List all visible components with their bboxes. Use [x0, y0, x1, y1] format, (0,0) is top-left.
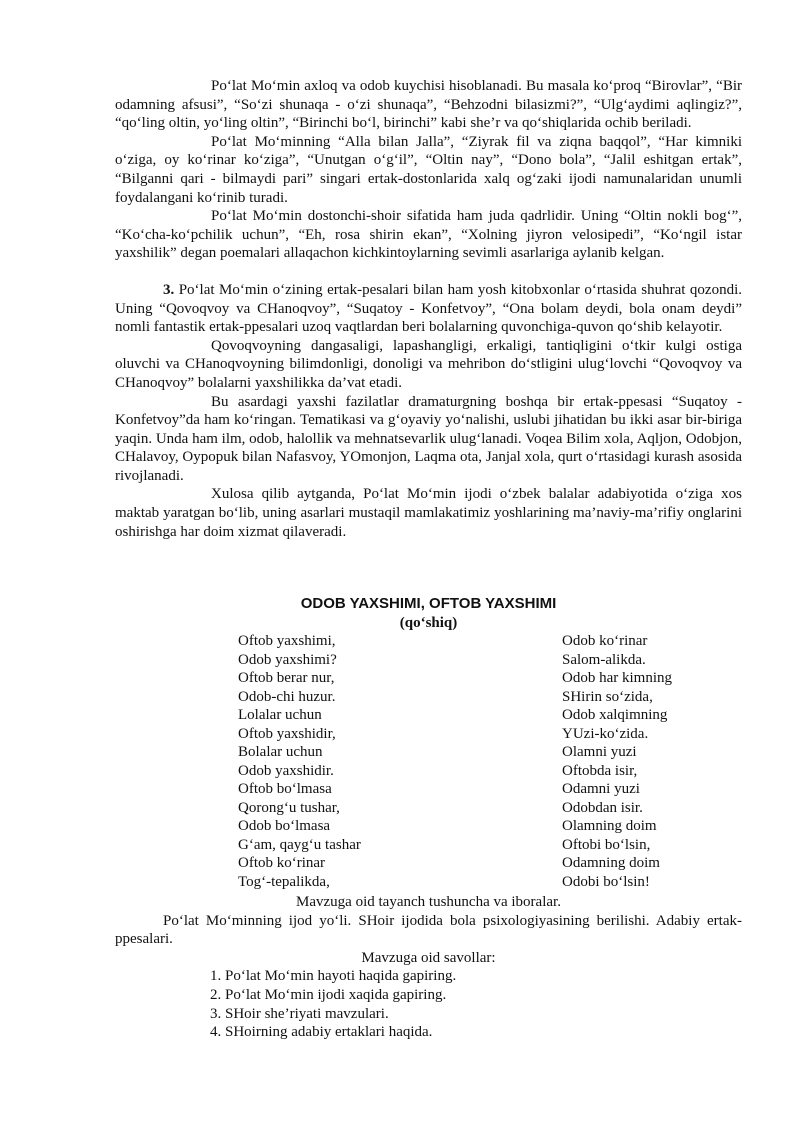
song-subtitle: (qo‘shiq) — [399, 614, 458, 631]
concepts-heading: Mavzuga oid tayanch tushuncha va iboralar. — [296, 894, 561, 910]
verse-line: Odob yaxshimi? — [238, 651, 337, 668]
verse-line: SHirin so‘zida, — [562, 688, 653, 705]
verse-line: Oftobi bo‘lsin, — [562, 836, 651, 853]
verse-line: Salom-alikda. — [562, 651, 646, 668]
section-3-paragraph-3: Bu asardagi yaxshi fazilatlar dramaturgning boshqa bir ertak-ppesasi “Suqatoy - Konfetvoy”da ham ko‘ringan. Tematikasi va g‘oyaviy yo‘nalishi, uslubi jihatidan bu ikki asar bir-biriga yaqin. Unda ham ilm, odob, halollik va mehnatsevarlik ulug‘lanadi. Voqea Bilim xola, Aqljon, Odobjon, CHalavoy, Oypopuk bilan Nafasvoy, YOmonjon, Laqma ota, Janjal xola, qurt o‘rtasidagi kurash asosida rivojlanadi. — [115, 393, 742, 484]
verse-line: Oftobda isir, — [562, 762, 638, 779]
section-3-text-1: Po‘lat Mo‘min o‘zining ertak-pesalari bilan ham yosh kitobxonlar o‘rtasida shuhrat qozondi. Uning “Qovoqvoy va CHanoqvoy”, “Suqatoy - Konfetvoy”, “Ona bolam deydi, bola onam deydi” nomli fantastik ertak-ppesalari uzoq vaqtlardan beri bolalarning quvonchiga-quvon qo‘shib kelayotir. — [115, 281, 742, 336]
body-text — [115, 77, 742, 541]
section-3-paragraph-2: Qovoqvoyning dangasaligi, lapashangligi, erkaligi, tantiqligini o‘tkir kulgi ostiga oluvchi va CHanoqvoyning bilimdonligi, donoligi va mehribon do‘stligini ulug‘lovchi “Qovoqvoy va CHanoqvoy” bolalarni yaxshilikka da’vat etadi. — [115, 337, 742, 391]
verse-line: Odamning doim — [562, 855, 660, 871]
song-left-column — [238, 632, 361, 891]
verse-line: G‘am, qayg‘u tashar — [238, 836, 361, 853]
verse-line: Lolalar uchun — [238, 707, 322, 723]
list-item: 1. Po‘lat Mo‘min hayoti haqida gapiring. — [210, 968, 457, 985]
intro-paragraph-1: Po‘lat Mo‘min axloq va odob kuychisi hisoblanadi. Bu masala ko‘proq “Birovlar”, “Bir odamning afsusi”, “So‘zi shunaqa - o‘zi shunaqa”, “Behzodni bilasizmi?”, “Ulg‘aydimi aqlingiz?”, “qo‘ling oltin, yo‘ling oltin”, “Birinchi bo‘l, birinchi” kabi she’r va qo‘shiqlarida ochib beriladi. — [115, 78, 742, 132]
list-item: 2. Po‘lat Mo‘min ijodi xaqida gapiring. — [210, 986, 447, 1003]
intro-paragraph-3: Po‘lat Mo‘min dostonchi-shoir sifatida ham juda qadrlidir. Uning “Oltin nokli bog‘”, “Ko‘cha-ko‘pchilik uchun”, “Eh, rosa shirin ekan”, “Xolning jiyron velosipedi”, “Ko‘ngil istar yaxshilik” degan poemalari allaqachon kichkintoylarning sevimli asarlariga aylanib kelgan. — [115, 208, 742, 262]
verse-line: Odob har kimning — [562, 670, 672, 686]
section-3-paragraph-4: Xulosa qilib aytganda, Po‘lat Mo‘min ijodi o‘zbek balalar adabiyotida o‘ziga xos maktab yaratgan bo‘lib, uning asarlari mustaqil mamlakatimiz yoshlarining ma’naviy-ma’rifiy onglarini oshirishga har doim xizmat qilaveradi. — [115, 486, 742, 540]
verse-line: Odob yaxshidir. — [238, 762, 334, 779]
verse-line: YUzi-ko‘zida. — [562, 725, 649, 742]
questions-heading: Mavzuga oid savollar: — [361, 949, 496, 966]
song-verses — [115, 632, 742, 893]
verse-line: Oftob bo‘lmasa — [238, 781, 332, 797]
verse-line: Odob xalqimning — [562, 707, 668, 723]
verse-line: Oftob ko‘rinar — [238, 855, 326, 871]
song-title: ODOB YAXSHIMI, OFTOB YAXSHIMI — [300, 595, 557, 612]
verse-line: Oftob yaxshidir, — [238, 725, 336, 742]
verse-line: Odobi bo‘lsin! — [562, 873, 650, 890]
song-right-column — [562, 632, 672, 891]
song-section — [115, 595, 742, 1042]
verse-line: Oftob berar nur, — [238, 670, 335, 686]
concepts-text: Po‘lat Mo‘minning ijod yo‘li. SHoir ijodida bola psixologiyasining berilishi. Adabiy ertak-ppesalari. — [115, 912, 742, 948]
verse-line: Olamning doim — [562, 818, 657, 834]
questions-list — [210, 967, 742, 1041]
verse-line: Bolalar uchun — [238, 744, 323, 760]
list-item: 4. SHoirning adabiy ertaklari haqida. — [210, 1024, 433, 1041]
verse-line: Oftob yaxshimi, — [238, 633, 336, 649]
verse-line: Odamni yuzi — [562, 781, 640, 797]
intro-paragraph-2: Po‘lat Mo‘minning “Alla bilan Jalla”, “Ziyrak fil va ziqna baqqol”, “Har kimniki o‘ziga, oy ko‘rinar ko‘ziga”, “Unutgan o‘g‘il”, “Oltin nay”, “Dono bola”, “Jalil eshitgan ertak”, “Bilganni qari - bilmaydi pari” singari ertak-dostonlarida xalq og‘zaki ijodi namunalaridan unumli foydalanganі ko‘rinib turadi. — [115, 133, 742, 206]
verse-line: Odob ko‘rinar — [562, 633, 648, 649]
section-number: 3. — [163, 281, 175, 298]
section-3-paragraph-1 — [115, 281, 742, 337]
list-item: 3. SHoir she’riyati mavzulari. — [210, 1005, 389, 1022]
verse-line: Odob bo‘lmasa — [238, 818, 331, 834]
verse-line: Olamni yuzi — [562, 744, 637, 760]
verse-line: Odobdan isir. — [562, 799, 643, 816]
verse-line: Qorong‘u tushar, — [238, 799, 340, 816]
verse-line: Tog‘-tepalikda, — [238, 873, 330, 890]
verse-line: Odob-chi huzur. — [238, 688, 336, 705]
